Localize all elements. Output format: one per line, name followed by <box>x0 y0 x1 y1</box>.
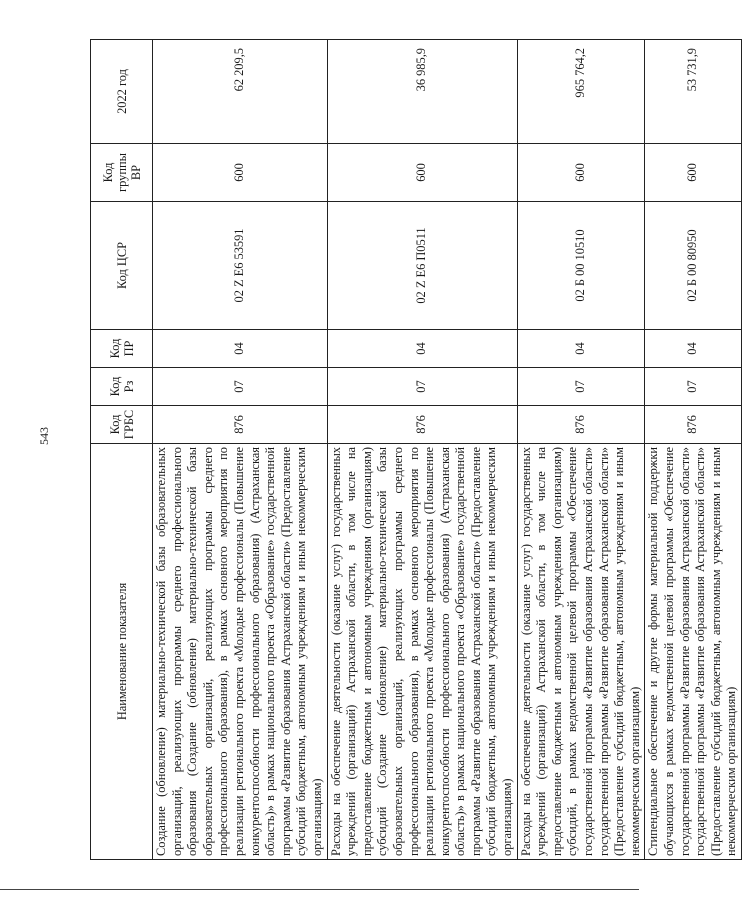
row-vr: 600 <box>645 144 742 202</box>
row-rz: 07 <box>153 368 328 406</box>
row-rz: 07 <box>645 368 742 406</box>
table-header-row <box>91 40 153 860</box>
row-grbs: 876 <box>645 406 742 444</box>
table-row <box>645 40 742 860</box>
header-vr: Код группы ВР <box>91 144 153 202</box>
header-rz: Код Рз <box>91 368 153 406</box>
row-name: Стипендиальное обеспечение и другие формы материальной поддержки обучающихся в рамках ведомственной целевой программы «Обеспечение государственной программы «Развитие образования Астраханской области» государственной программы «Развитие образования Астраханской области» (Предоставление субсидий бюджетным, автономным учреждениям и иным некоммерческим организациям) <box>645 444 742 860</box>
row-csr: 02 Б 00 80950 <box>645 202 742 330</box>
row-name: Создание (обновление) материально-технической базы образовательных организаций, реализующих программы среднего профессионального образования (Создание (обновление) материально-технической базы образовательных организаций, реализующих программы среднего профессионального образования), в рамках основного мероприятия по реализации регионального проекта «Молодые профессионалы (Повышение конкурентоспособности профессионального образования) (Астраханская область)» в рамках национального проекта «Образование» государственной программы «Развитие образования Астраханской области» (Предоставление субсидий бюджетным, автономным учреждениям и иным некоммерческим организациям) <box>153 444 328 860</box>
table-row <box>153 40 328 860</box>
header-grbs: Код ГРБС <box>91 406 153 444</box>
budget-table <box>90 39 742 860</box>
row-name: Расходы на обеспечение деятельности (оказание услуг) государственных учреждений (организаций) Астраханской области, в том числе на предоставление бюджетным и автономным учреждениям (организациям) субсидий, в рамках ведомственной целевой программы «Обеспечение государственной программы «Развитие образования Астраханской области» государственной программы «Развитие образования Астраханской области» (Предоставление субсидий бюджетным, автономным учреждениям и иным некоммерческим организациям) <box>517 444 645 860</box>
row-pr: 04 <box>153 330 328 368</box>
bottom-divider <box>0 889 639 890</box>
row-name: Расходы на обеспечение деятельности (оказание услуг) государственных учреждений (организаций) Астраханской области, в том числе на предоставление бюджетным и автономным учреждениям (организациям) субсидий (Создание (обновление) материально-технической базы образовательных организаций, реализующих программы среднего профессионального образования), в рамках основного мероприятия по реализации регионального проекта «Молодые профессионалы (Повышение конкурентоспособности профессионального образования) (Астраханская область)» в рамках национального проекта «Образование» государственной программы «Развитие образования Астраханской области» (Предоставление субсидий бюджетным, автономным учреждениям и иным некоммерческим организациям) <box>327 444 517 860</box>
row-amount: 965 764,2 <box>517 40 645 144</box>
row-vr: 600 <box>327 144 517 202</box>
rotated-page <box>90 40 739 860</box>
header-pr: Код ПР <box>91 330 153 368</box>
row-csr: 02 Z E6 53591 <box>153 202 328 330</box>
row-amount: 36 985,9 <box>327 40 517 144</box>
row-amount: 62 209,5 <box>153 40 328 144</box>
row-pr: 04 <box>327 330 517 368</box>
row-vr: 600 <box>153 144 328 202</box>
row-grbs: 876 <box>153 406 328 444</box>
row-amount: 53 731,9 <box>645 40 742 144</box>
row-csr: 02 Z E6 П0511 <box>327 202 517 330</box>
row-pr: 04 <box>517 330 645 368</box>
table-row <box>327 40 517 860</box>
table-row <box>517 40 645 860</box>
page-number: 543 <box>37 427 51 445</box>
row-grbs: 876 <box>327 406 517 444</box>
row-rz: 07 <box>327 368 517 406</box>
row-csr: 02 Б 00 10510 <box>517 202 645 330</box>
row-grbs: 876 <box>517 406 645 444</box>
row-vr: 600 <box>517 144 645 202</box>
row-pr: 04 <box>645 330 742 368</box>
row-rz: 07 <box>517 368 645 406</box>
header-csr: Код ЦСР <box>91 202 153 330</box>
header-year: 2022 год <box>91 40 153 144</box>
header-name: Наименование показателя <box>91 444 153 860</box>
